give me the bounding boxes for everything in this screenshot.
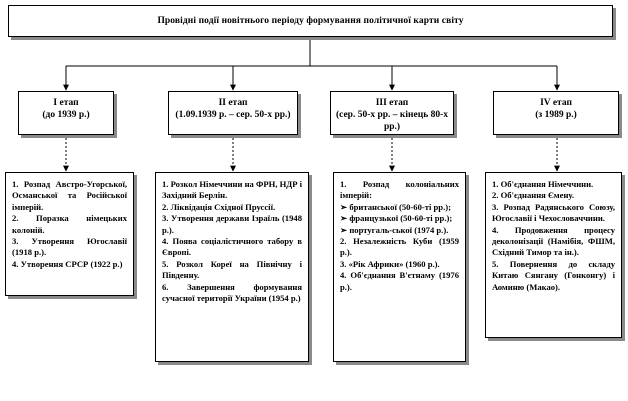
stage-3-details <box>333 172 466 362</box>
stage-2-name: ІІ етап <box>218 98 248 108</box>
detail-item: 3. «Рік Африки» (1960 р.). <box>340 258 440 269</box>
detail-item: 6. Завершення формування сучасної території України (1954 р.) <box>162 281 302 304</box>
stage-3-name: ІІІ етап <box>375 98 409 108</box>
detail-item: 2. Ліквідація Східної Пруссії. <box>162 201 276 212</box>
detail-item: 3. Розпад Радянського Союзу, Югославії і Чехословаччини. <box>492 201 615 224</box>
detail-item: 1. Об'єднання Німеччини. <box>492 179 594 189</box>
detail-item: ➢ британської (50-60-ті рр.); <box>340 201 451 212</box>
detail-item: 2. Поразка німецьких колоній. <box>12 213 127 235</box>
detail-item: 5. Розкол Кореї на Північну і Південну. <box>162 258 302 281</box>
detail-item: ➢ португаль-ської (1974 р.). <box>340 224 449 235</box>
stage-1-details <box>5 172 134 296</box>
stage-3-period: (сер. 50-х рр. – кінець 80-х рр.) <box>335 110 449 132</box>
detail-item: 4. Утворення СРСР (1922 р.) <box>12 258 123 269</box>
detail-item: 1. Розкол Німеччини на ФРН, НДР і Західний Берлін. <box>162 179 302 201</box>
diagram-title <box>8 5 613 37</box>
detail-item: 2. Об'єднання Ємену. <box>492 190 575 201</box>
detail-item: 2. Незалежність Куби (1959 р.). <box>340 236 459 258</box>
stage-1-period: (до 1939 р.) <box>42 110 90 120</box>
stage-1-box <box>18 91 114 135</box>
detail-item: 3. Утворення держави Ізраїль (1948 р.). <box>162 213 302 235</box>
stage-4-details <box>485 172 622 338</box>
stage-1-name: І етап <box>53 98 79 108</box>
stage-4-name: ІV етап <box>540 98 572 108</box>
detail-item: 4. Поява соціалістичного табору в Європі. <box>162 236 302 258</box>
stage-2-period: (1.09.1939 р. – сер. 50-х рр.) <box>175 110 291 120</box>
detail-item: 1. Розпад Австро-Угорської, Османської та Російської імперій. <box>12 179 127 212</box>
detail-item: 5. Повернення до складу Китаю Сянгану (Гонконгу) і Аоминю (Макао). <box>492 258 615 292</box>
detail-item: 3. Утворення Югославії (1918 р.). <box>12 236 127 258</box>
stage-4-period: (з 1989 р.) <box>535 110 577 120</box>
detail-item: 4. Продовження процесу деколонізації (Намібія, ФШМ, Східний Тимор та ін.). <box>492 224 615 258</box>
detail-item: ➢ французької (50-60-ті рр.); <box>340 213 453 224</box>
stage-3-box <box>330 91 454 135</box>
stage-2-box <box>168 91 298 135</box>
stage-2-details <box>155 172 309 362</box>
detail-item: 4. Об'єднання В'єтнаму (1976 р.). <box>340 270 459 292</box>
diagram-title-text: Провідні події новітнього періоду формування політичної карти світу <box>157 16 464 26</box>
detail-item: 1. Розпад колоніальних імперій: <box>340 179 459 201</box>
stage-4-box <box>493 91 619 135</box>
